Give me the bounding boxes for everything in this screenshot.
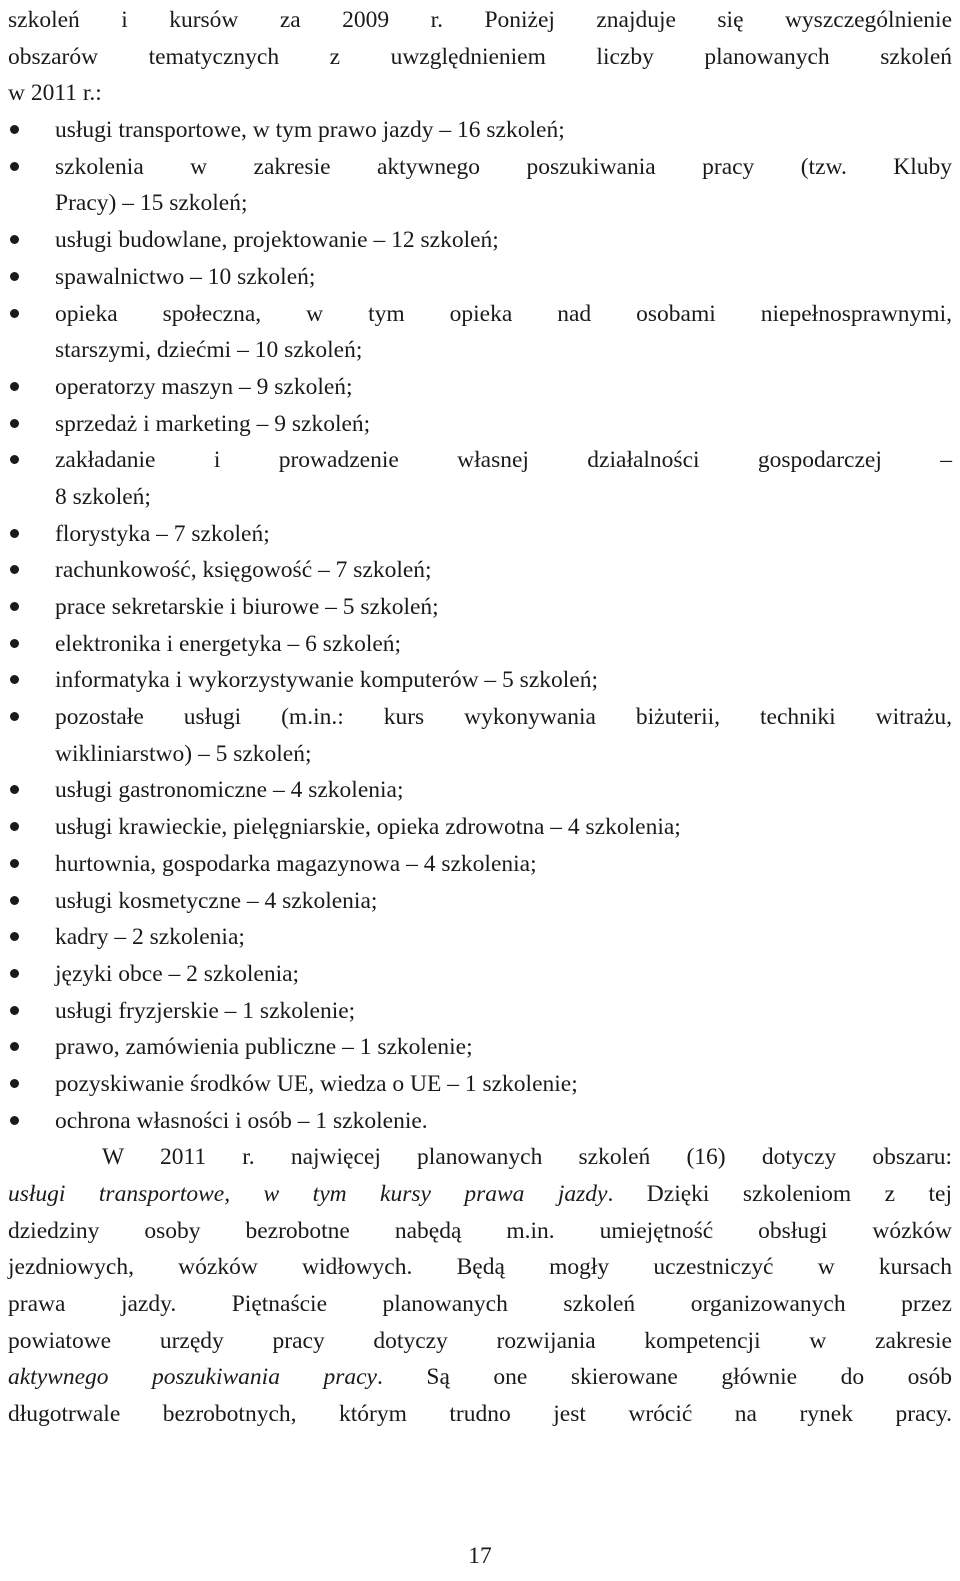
document-page — [8, 2, 952, 1433]
list-item: prawo, zamówienia publiczne – 1 szkolenie; — [8, 1029, 952, 1066]
intro-paragraph — [8, 2, 952, 112]
summary-line: prawa jazdy. Piętnaście planowanych szkoleń organizowanych przez — [8, 1291, 952, 1318]
list-item: sprzedaż i marketing – 9 szkoleń; — [8, 406, 952, 443]
list-item: usługi gastronomiczne – 4 szkolenia; — [8, 772, 952, 809]
intro-line: w 2011 r.: — [8, 80, 102, 107]
summary-line: W 2011 r. najwięcej planowanych szkoleń (16) dotyczy obszaru: — [102, 1144, 952, 1171]
list-item: opieka społeczna, w tym opieka nad osobami niepełnosprawnymi, starszymi, dziećmi – 10 szkoleń; — [8, 296, 952, 369]
summary-line: aktywnego poszukiwania pracy. Są one skierowane głównie do osób — [8, 1364, 952, 1391]
list-item: usługi transportowe, w tym prawo jazdy – 16 szkoleń; — [8, 112, 952, 149]
list-item: elektronika i energetyka – 6 szkoleń; — [8, 626, 952, 663]
training-areas-list — [8, 112, 952, 1139]
list-item: pozyskiwanie środków UE, wiedza o UE – 1 szkolenie; — [8, 1066, 952, 1103]
summary-paragraph — [8, 1139, 952, 1433]
list-item: usługi budowlane, projektowanie – 12 szkoleń; — [8, 222, 952, 259]
emphasis-text: usługi transportowe, w tym kursy prawa jazdy — [8, 1181, 608, 1207]
summary-line: jezdniowych, wózków widłowych. Będą mogły uczestniczyć w kursach — [8, 1254, 952, 1281]
list-item: usługi fryzjerskie – 1 szkolenie; — [8, 993, 952, 1030]
summary-line: dziedziny osoby bezrobotne nabędą m.in. umiejętność obsługi wózków — [8, 1217, 952, 1244]
list-item: prace sekretarskie i biurowe – 5 szkoleń; — [8, 589, 952, 626]
list-item: pozostałe usługi (m.in.: kurs wykonywania biżuterii, techniki witrażu, wikliniarstwo) – 5 szkoleń; — [8, 699, 952, 772]
list-item: hurtownia, gospodarka magazynowa – 4 szkolenia; — [8, 846, 952, 883]
list-item: operatorzy maszyn – 9 szkoleń; — [8, 369, 952, 406]
list-item: informatyka i wykorzystywanie komputerów – 5 szkoleń; — [8, 662, 952, 699]
intro-line: obszarów tematycznych z uwzględnieniem liczby planowanych szkoleń — [8, 43, 952, 70]
summary-line: powiatowe urzędy pracy dotyczy rozwijania kompetencji w zakresie — [8, 1327, 952, 1354]
intro-line: szkoleń i kursów za 2009 r. Poniżej znajduje się wyszczególnienie — [8, 7, 952, 33]
summary-line: długotrwale bezrobotnych, którym trudno jest wrócić na rynek pracy. — [8, 1401, 952, 1428]
list-item: ochrona własności i osób – 1 szkolenie. — [8, 1103, 952, 1140]
list-item: usługi kosmetyczne – 4 szkolenia; — [8, 883, 952, 920]
list-item: kadry – 2 szkolenia; — [8, 919, 952, 956]
list-item: rachunkowość, księgowość – 7 szkoleń; — [8, 552, 952, 589]
list-item: usługi krawieckie, pielęgniarskie, opieka zdrowotna – 4 szkolenia; — [8, 809, 952, 846]
list-item: języki obce – 2 szkolenia; — [8, 956, 952, 993]
list-item: florystyka – 7 szkoleń; — [8, 516, 952, 553]
emphasis-text: aktywnego poszukiwania pracy — [8, 1364, 377, 1391]
list-item: spawalnictwo – 10 szkoleń; — [8, 259, 952, 296]
list-item: zakładanie i prowadzenie własnej działalności gospodarczej – 8 szkoleń; — [8, 442, 952, 515]
list-item: szkolenia w zakresie aktywnego poszukiwania pracy (tzw. Kluby Pracy) – 15 szkoleń; — [8, 149, 952, 222]
summary-line: usługi transportowe, w tym kursy prawa jazdy. Dzięki szkoleniom z tej — [8, 1181, 953, 1207]
page-number: 17 — [468, 1543, 492, 1569]
